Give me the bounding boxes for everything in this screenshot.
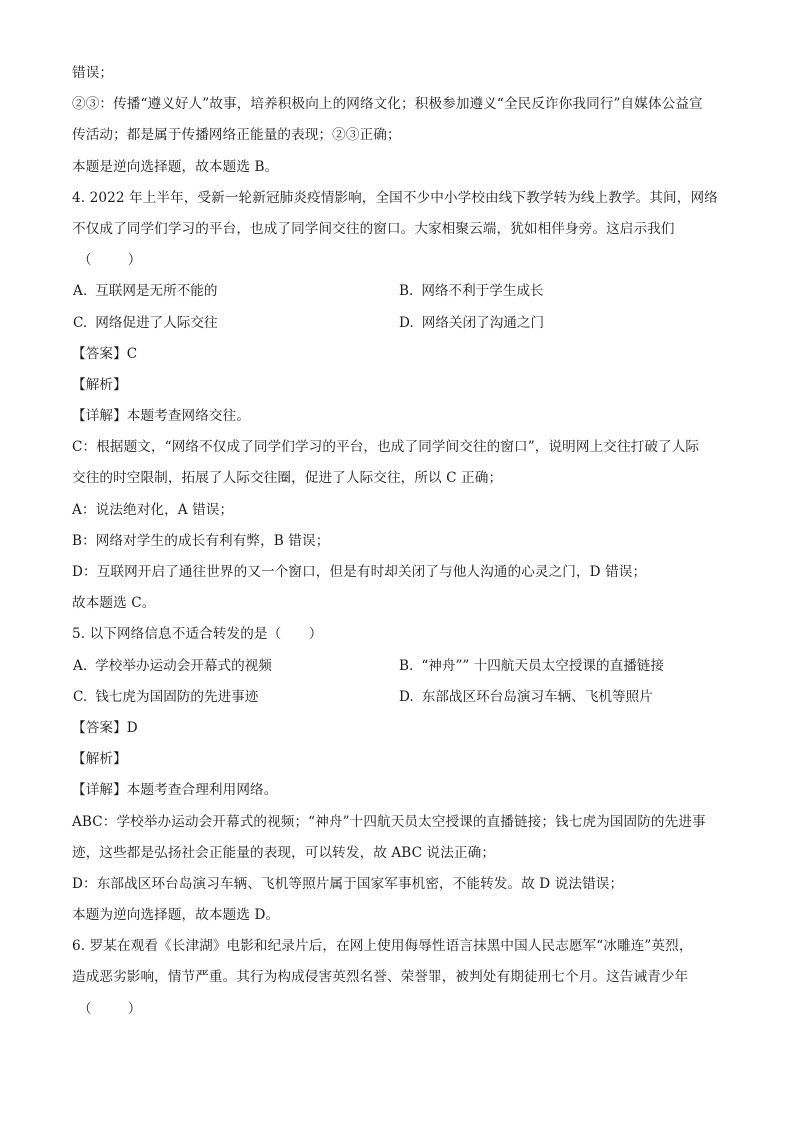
q5-detail: 【详解】本题考查合理利用网络。: [72, 782, 278, 799]
q4-option-d: D. 网络关闭了沟通之门: [399, 314, 545, 331]
q4-stem: 4. 2022 年上半年，受新一轮新冠肺炎疫情影响，全国不少中小学校由线下教学转为线上教学。其间，网络: [72, 189, 718, 206]
q4-explanation: C：根据题文，“网络不仅成了同学们学习的平台，也成了同学间交往的窗口”，说明网上交往打破了人际: [72, 439, 700, 456]
q4-explanation: 交往的时空限制，拓展了人际交往圈，促进了人际交往，所以 C 正确；: [72, 470, 503, 487]
q5-explanation: 迹，这些都是弘扬社会正能量的表现，可以转发，故 ABC 说法正确；: [72, 844, 496, 861]
q6-stem: 6. 罗某在观看《长津湖》电影和纪录片后，在网上使用侮辱性语言抹黑中国人民志愿军“冰雕连”英烈，: [72, 938, 693, 955]
q6-blank: （ ）: [78, 1000, 145, 1017]
q5-options-row: [72, 682, 730, 713]
q5-option-a: A. 学校举办运动会开幕式的视频: [73, 657, 272, 674]
q5-conclusion: 本题为逆向选择题，故本题选 D。: [72, 907, 280, 924]
q4-answer: 【答案】C: [72, 345, 138, 362]
q5-stem: 5. 以下网络信息不适合转发的是（ ）: [72, 626, 323, 643]
q3-text-line: 传活动；都是属于传播网络正能量的表现；②③正确；: [72, 127, 401, 144]
q4-options-row: [72, 308, 730, 339]
q4-option-c: C. 网络促进了人际交往: [73, 314, 218, 331]
q4-option-b: B. 网络不利于学生成长: [399, 283, 544, 300]
q5-explanation: ABC：学校举办运动会开幕式的视频；“神舟”十四航天员太空授课的直播链接；钱七虎为国固防的先进事: [72, 813, 706, 830]
q4-explanation: D：互联网开启了通往世界的又一个窗口，但是有时却关闭了与他人沟通的心灵之门，D 错误；: [72, 564, 647, 580]
q4-conclusion: 故本题选 C。: [72, 595, 156, 612]
q4-stem: 不仅成了同学们学习的平台，也成了同学间交往的窗口。大家相聚云端，犹如相伴身旁。这启示我们: [72, 220, 675, 237]
q5-option-d: D. 东部战区环台岛演习车辆、飞机等照片: [399, 688, 653, 705]
q5-answer: 【答案】D: [72, 719, 138, 736]
q3-text-line: 错误；: [72, 65, 114, 81]
q6-stem: 造成恶劣影响，情节严重。其行为构成侵害英烈名誉、荣誉罪，被判处有期徒刑七个月。这告诫青少年: [72, 969, 689, 986]
q5-explanation: D：东部战区环台岛演习车辆、飞机等照片属于国家军事机密，不能转发。故 D 说法错误；: [72, 875, 624, 892]
q5-option-c: C. 钱七虎为国固防的先进事迹: [73, 688, 259, 705]
q4-analysis-heading: 【解析】: [72, 376, 127, 393]
q5-analysis-heading: 【解析】: [72, 751, 127, 768]
q4-options-row: [72, 276, 730, 307]
q4-blank: （ ）: [78, 252, 145, 269]
q4-detail: 【详解】本题考查网络交往。: [72, 408, 251, 425]
q4-explanation: B：网络对学生的成长有利有弊，B 错误；: [72, 532, 330, 549]
q5-options-row: [72, 651, 730, 682]
q5-option-b: B. “神舟”” 十四航天员太空授课的直播链接: [399, 657, 664, 674]
q4-explanation: A：说法绝对化，A 错误；: [72, 501, 234, 518]
q3-text-line: ②③：传播“遵义好人”故事，培养积极向上的网络文化；积极参加遵义“全民反诈你我同行”自媒体公益宣: [72, 96, 703, 113]
q3-conclusion: 本题是逆向选择题，故本题选 B。: [72, 158, 279, 175]
q4-option-a: A. 互联网是无所不能的: [73, 283, 218, 300]
